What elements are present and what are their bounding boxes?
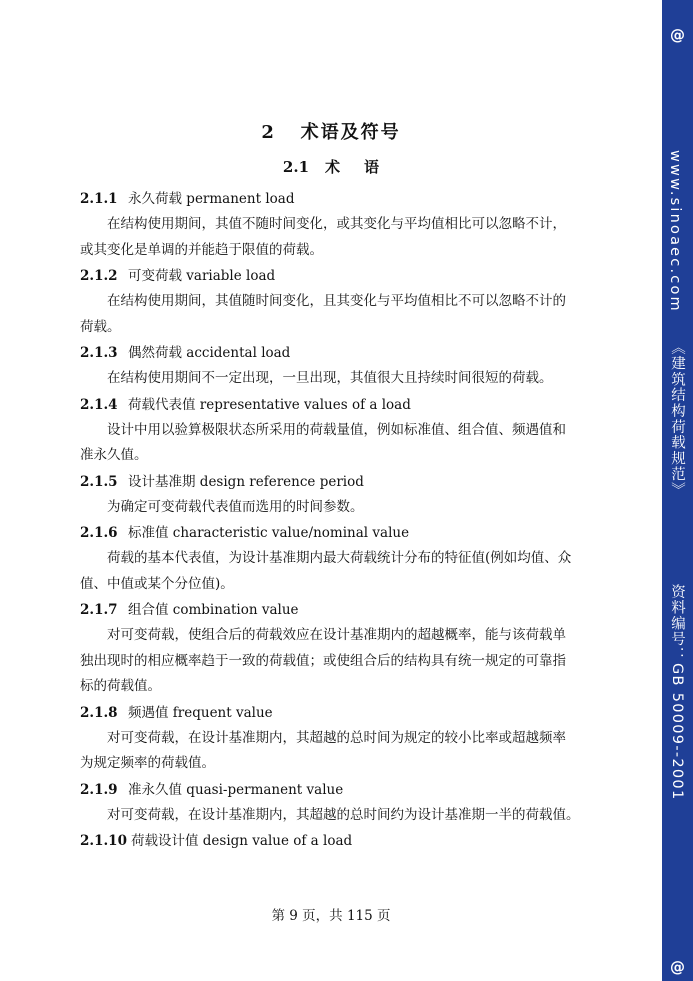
term-heading (80, 263, 620, 289)
definition-line: 设计中用以验算极限状态所采用的荷载量值，例如标准值、组合值、频遇值和 (107, 421, 566, 438)
sidebar-band (662, 0, 693, 981)
definition-line: 独出现时的相应概率趋于一致的荷载值；或使组合后的结构具有统一规定的可靠指 (80, 652, 566, 669)
term-english: variable load (186, 268, 276, 284)
term-heading (80, 777, 620, 803)
term-english: permanent load (186, 191, 295, 207)
chapter-number: 2 (261, 122, 276, 143)
sidebar-document-code: 资料编号：GB 50009--2001 (669, 584, 685, 801)
section-heading (0, 156, 662, 177)
chapter-heading (0, 118, 662, 144)
term-chinese: 可变荷载 (128, 268, 182, 284)
term-number: 2.1.4 (80, 396, 118, 413)
term-definition (80, 546, 620, 597)
term-english: representative values of a load (199, 396, 411, 413)
term-heading (80, 520, 620, 546)
at-icon-top: @ (670, 26, 685, 44)
term-chinese: 标准值 (128, 525, 169, 541)
term-number: 2.1.8 (80, 704, 118, 721)
term-english: quasi-permanent value (186, 781, 344, 798)
term-chinese: 频遇值 (128, 704, 169, 721)
term-definition (80, 495, 620, 521)
section-title-part-2: 语 (364, 158, 380, 176)
term-heading (80, 186, 620, 212)
section-number: 2.1 (282, 158, 310, 176)
term-heading (80, 597, 620, 623)
definition-line: 值、中值或某个分位值)。 (80, 575, 234, 592)
term-heading (80, 392, 620, 418)
term-number: 2.1.10 (80, 833, 127, 849)
term-heading (80, 469, 620, 495)
at-icon-bottom: @ (670, 958, 685, 976)
sidebar-book-title: 《建筑结构荷载规范》 (669, 340, 685, 498)
term-chinese: 荷载代表值 (128, 396, 196, 413)
definition-line: 对可变荷载，使组合后的荷载效应在设计基准期内的超越概率，能与该荷载单 (107, 627, 566, 643)
definition-line: 荷载。 (80, 318, 121, 335)
definition-line: 在结构使用期间，其值随时间变化，且其变化与平均值相比不可以忽略不计的 (107, 293, 566, 309)
term-heading (80, 340, 620, 366)
definition-line: 为规定频率的荷载值。 (80, 755, 215, 771)
term-definition (80, 623, 620, 700)
chapter-title: 术语及符号 (300, 122, 401, 143)
term-definition (80, 803, 620, 829)
term-english: frequent value (172, 704, 273, 721)
definition-line: 在结构使用期间不一定出现，一旦出现，其值很大且持续时间很短的荷载。 (107, 370, 553, 386)
definition-line: 对可变荷载，在设计基准期内，其超越的总时间约为设计基准期一半的荷载值。 (107, 806, 580, 823)
definition-line: 或其变化是单调的并能趋于限值的荷载。 (80, 241, 323, 258)
term-definition (80, 289, 620, 340)
section-title-part-1: 术 (325, 158, 341, 176)
term-chinese: 荷载设计值 (130, 833, 199, 849)
term-number: 2.1.3 (80, 345, 118, 361)
term-chinese: 偶然荷载 (128, 345, 182, 361)
term-definition (80, 212, 620, 263)
definition-line: 荷载的基本代表值，为设计基准期内最大荷载统计分布的特征值(例如均值、众 (107, 550, 572, 566)
term-heading (80, 700, 620, 726)
term-list (80, 186, 620, 854)
sidebar-website: www.sinoaec.com (667, 150, 683, 313)
term-number: 2.1.5 (80, 473, 118, 490)
definition-line: 标的荷载值。 (80, 678, 161, 694)
definition-line: 为确定可变荷载代表值而选用的时间参数。 (107, 498, 364, 515)
term-chinese: 永久荷载 (128, 191, 182, 207)
term-number: 2.1.9 (80, 781, 118, 798)
page-footer: 第 9 页，共 115 页 (271, 908, 391, 924)
term-definition (80, 366, 620, 392)
term-chinese: 设计基准期 (128, 473, 196, 490)
term-english: combination value (172, 602, 299, 618)
term-english: accidental load (186, 345, 291, 361)
definition-line: 准永久值。 (80, 447, 148, 463)
term-heading (80, 828, 620, 854)
definition-line: 对可变荷载，在设计基准期内，其超越的总时间为规定的较小比率或超越频率 (107, 729, 566, 746)
term-chinese: 组合值 (128, 602, 169, 618)
term-english: design reference period (199, 473, 364, 490)
term-english: characteristic value/nominal value (172, 525, 410, 541)
term-chinese: 准永久值 (128, 781, 182, 798)
term-number: 2.1.2 (80, 268, 118, 284)
term-number: 2.1.1 (80, 191, 118, 207)
term-number: 2.1.6 (80, 525, 118, 541)
term-definition (80, 418, 620, 469)
term-number: 2.1.7 (80, 602, 118, 618)
term-english: design value of a load (202, 833, 353, 849)
term-definition (80, 726, 620, 777)
definition-line: 在结构使用期间，其值不随时间变化，或其变化与平均值相比可以忽略不计， (107, 216, 566, 232)
